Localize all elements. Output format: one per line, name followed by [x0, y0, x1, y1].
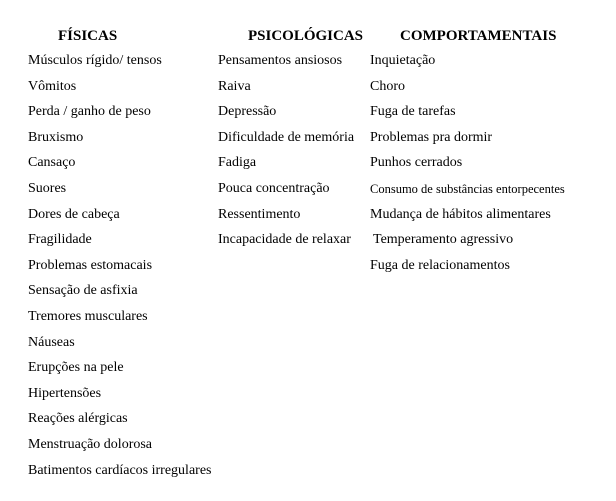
- list-fisicas: [28, 52, 211, 487]
- list-item: Músculos rígido/ tensos: [28, 53, 162, 68]
- column-heading-fisicas: FÍSICAS: [58, 28, 118, 44]
- list-item: Dificuldade de memória: [218, 129, 355, 145]
- list-item: Punhos cerrados: [370, 155, 463, 171]
- list-item: Dores de cabeça: [28, 206, 120, 222]
- list-item: Batimentos cardíacos irregulares: [28, 462, 212, 478]
- list-item: Mudança de hábitos alimentares: [370, 206, 551, 222]
- list-item: Pouca concentração: [218, 180, 330, 196]
- list-item: Náuseas: [28, 334, 75, 350]
- list-item: Temperamento agressivo: [373, 232, 514, 248]
- list-item: Menstruação dolorosa: [28, 436, 153, 452]
- list-item: Suores: [28, 180, 67, 196]
- list-item: Fadiga: [218, 155, 257, 171]
- list-item: Perda / ganho de peso: [28, 104, 151, 120]
- list-item: Sensação de asfixia: [28, 283, 138, 299]
- list-item: Fragilidade: [28, 232, 92, 248]
- list-item: Problemas estomacais: [28, 257, 153, 273]
- list-item: Reações alérgicas: [28, 411, 128, 427]
- list-item: Pensamentos ansiosos: [218, 53, 343, 68]
- list-item: Fuga de tarefas: [370, 104, 456, 120]
- list-item: Fuga de relacionamentos: [370, 257, 510, 273]
- list-psicologicas: [218, 52, 354, 257]
- list-item: Depressão: [218, 104, 277, 120]
- list-item: Cansaço: [28, 155, 76, 171]
- list-item: Consumo de substâncias entorpecentes: [370, 181, 565, 196]
- column-heading-psicologicas: PSICOLÓGICAS: [248, 28, 364, 44]
- list-item: Problemas pra dormir: [370, 129, 493, 145]
- list-item: Vômitos: [28, 78, 77, 94]
- list-item: Erupções na pele: [28, 360, 124, 376]
- list-item: Raiva: [218, 78, 251, 94]
- list-item: Choro: [370, 78, 405, 94]
- list-item: Inquietação: [370, 53, 436, 68]
- list-item: Tremores musculares: [28, 308, 148, 324]
- list-item: Incapacidade de relaxar: [218, 232, 351, 248]
- column-heading-comportamentais: COMPORTAMENTAIS: [400, 28, 557, 44]
- list-comportamentais: [370, 52, 565, 282]
- list-item: Bruxismo: [28, 129, 84, 145]
- list-item: Hipertensões: [28, 385, 102, 401]
- list-item: Ressentimento: [218, 206, 301, 222]
